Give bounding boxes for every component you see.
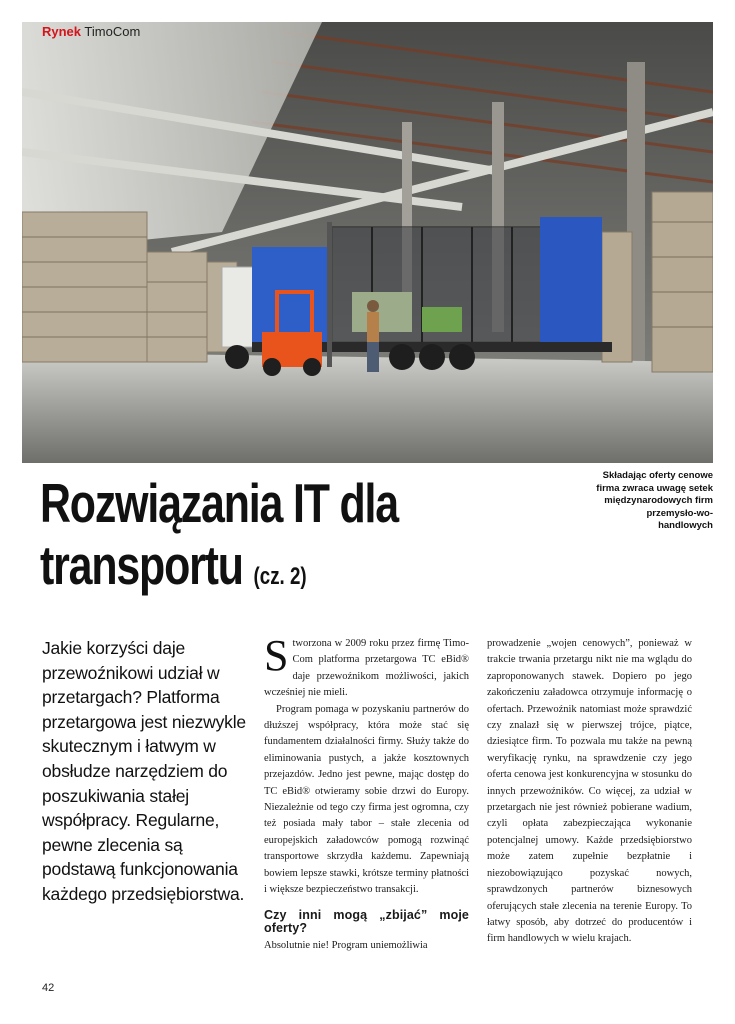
title-part-number: (cz. 2) xyxy=(253,563,307,590)
page-number: 42 xyxy=(42,982,55,994)
body-subheading: Czy inni mogą „zbijać” moje oferty? xyxy=(264,907,469,935)
photo-caption: Składając oferty cenowe firma zwraca uwagę setek międzynarodowych firm przemysło-wo-handlowych xyxy=(596,470,713,532)
body-paragraph-4: prowadzenie „wojen cenowych”, ponieważ w trakcie trwania przetargu nikt nie ma wglądu do zaproponowanych stawek. Dopiero po jego zakończeniu załadowca otrzymuje informację o ofertach. Przewoźnik natomiast może sprawdzić czy znalazł się w pierwszej trójce, piątce, dziesiątce firm. To pozwala mu także na pewną weryfikację rynku, na sprawdzenie czy jego oferta cenowa jest konkurencyjna w stosunku do innych przewoźników. Co więcej, za udział w przetargach nie jest również pobierane wadium, czyli opłata zabezpieczająca wykonanie potencjalnej umowy. Każde przedsiębiorstwo może zatem zupełnie bezpłatnie i niezobowiązująco pozyskać nowych, sprawdzonych partnerów biznesowych oferujących stałe zlecenia na terenie Europy. To łatwy sposób, aby dotrzeć do producentów i firm handlowych w wielu krajach. xyxy=(487,638,692,945)
title-line-2: transportu xyxy=(40,534,243,596)
section-sublabel: TimoCom xyxy=(84,24,141,39)
section-name: Rynek xyxy=(42,24,82,39)
article-title xyxy=(40,472,586,608)
body-paragraph-3: Absolutnie nie! Program uniemożliwia xyxy=(264,939,428,951)
title-line-1: Rozwiązania IT dla xyxy=(40,472,398,534)
section-label xyxy=(42,24,140,39)
warehouse-truck-image xyxy=(22,22,713,463)
lead-paragraph: Jakie korzyści daje przewoźnikowi udział w przetargach? Platforma przetargowa jest niezwykle skutecznym i łatwym w obsłudze narzędziem do poszukiwania stałej współpracy. Regularne, pewne zlecenia są podstawą funkcjonowania każdego przedsiębiorstwa. xyxy=(42,638,246,904)
body-paragraph-2: Program pomaga w pozyskaniu partnerów do dłuższej współpracy, która może stać się fundamentem działalności firmy. Służy także do eliminowania pustych, a jakże kosztownych przejazdów. Jedno jest pewne, mając dostęp do TC eBid® otwieramy sobie drzwi do Europy. Niezależnie od tego czy firma jest ogromna, czy też posiada mały tabor – stałe zlecenia od europejskich załadowców pomogą rozwinąć transportowe skrzydła każdemu. Zapewniają bowiem lepsze stawki, krótsze terminy płatności i większe bezpieczeństwo transakcji. xyxy=(264,703,469,896)
hero-photo xyxy=(22,22,713,463)
body-column-middle xyxy=(264,631,469,954)
body-column-right xyxy=(487,636,692,948)
dropcap: S xyxy=(264,631,289,680)
body-paragraph-1: tworzona w 2009 roku przez firmę Timo-Com platforma przetargowa TC eBid® daje przewoźnikom możliwości, jakich wcześniej nie mieli. xyxy=(264,638,469,699)
